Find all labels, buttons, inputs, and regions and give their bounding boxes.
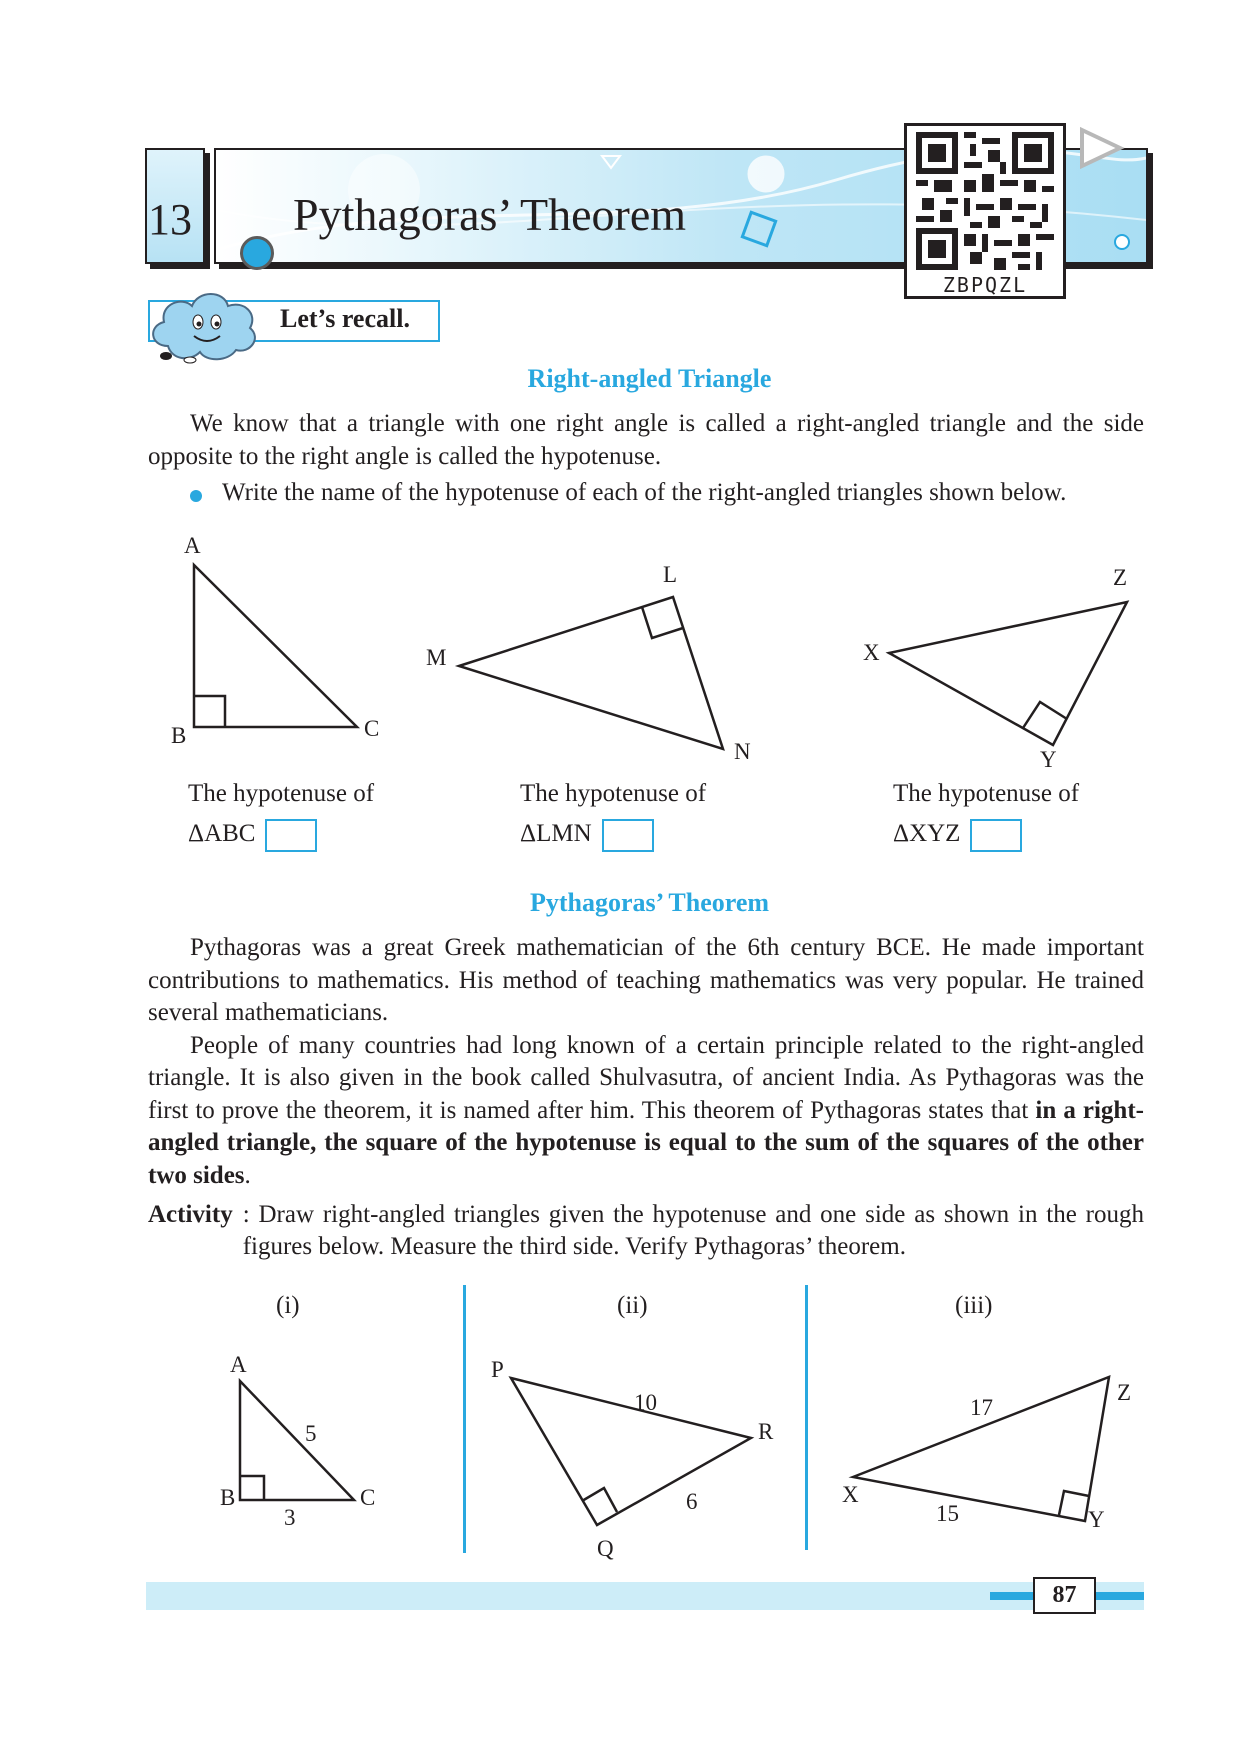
activity-side-label-3: 3 [284,1505,296,1530]
answer-box-xyz[interactable] [970,819,1022,852]
caption-abc-line2 [188,814,374,854]
activity-triangle-pqr [511,1378,751,1525]
triangle-xyz [889,602,1127,745]
caption-lmn-line1: The hypotenuse of [520,780,707,807]
vertex-label-a: A [184,533,201,558]
decorative-dot [240,236,274,270]
caption-abc [188,774,374,854]
theorem-statement-text [148,1030,1144,1193]
play-triangle-icon [1076,124,1126,179]
caption-abc-line1: The hypotenuse of [188,780,375,807]
activity-text: : Draw right-angled triangles given the hypotenuse and one side as shown in the rough figures below. Measure the third side. Verify Pythagoras’ theorem. [242,1201,1144,1260]
theorem-bold-statement: in a right-angled triangle, the square of the hypotenuse is equal to the sum of the squares of the other two sides [148,1096,1144,1189]
activity-side-label-15: 15 [936,1501,959,1526]
section-heading-right-angled-triangle: Right-angled Triangle [527,364,772,393]
triangle-abc [194,565,357,727]
activity-side-label-6: 6 [686,1489,698,1514]
vertex-label-z: Z [1113,565,1128,590]
theorem-paragraphs [148,932,1144,1192]
caption-xyz-line2 [893,814,1079,854]
activity-vertex-z: Z [1117,1380,1132,1405]
figure-label-ii: (ii) [617,1292,648,1319]
answer-box-abc[interactable] [265,819,317,852]
triangle-lmn [459,597,723,749]
activity-vertex-q: Q [597,1536,614,1561]
page-number: 87 [1033,1577,1096,1614]
caption-abc-triangle: ΔABC [188,820,256,847]
vertex-label-m: M [426,645,447,670]
recall-label: Let’s recall. [280,304,410,333]
chapter-number: 13 [148,195,192,244]
vertex-label-b: B [171,723,187,748]
activity-vertex-r: R [758,1419,774,1444]
bullet-instruction: Write the name of the hypotenuse of each of the right-angled triangles shown below. [222,479,1067,506]
activity-side-label-5: 5 [305,1421,317,1446]
activity-triangles-figure [0,1360,1241,1560]
vertex-label-l: L [663,562,678,587]
activity-vertex-c: C [360,1485,376,1510]
caption-lmn-line2 [520,814,706,854]
bullet-icon [190,490,202,502]
intro-text: We know that a triangle with one right angle is called a right-angled triangle and the side opposite to the right angle is called the hypotenuse. [148,410,1144,470]
vertex-label-x: X [863,640,880,665]
answer-box-lmn[interactable] [602,819,654,852]
chapter-title: Pythagoras’ Theorem [293,189,687,240]
cloud-mascot-icon [146,286,262,369]
qr-caption: ZBPQZL [942,273,1028,297]
caption-xyz-line1: The hypotenuse of [893,780,1080,807]
figure-label-iii: (iii) [955,1292,993,1319]
activity-side-label-10: 10 [634,1390,657,1415]
pythagoras-bio-text: Pythagoras was a great Greek mathematician of the 6th century BCE. He made important contributions to mathematics. His method of teaching mathematics was very popular. He trained several mathematicians. [148,934,1144,1026]
caption-xyz-triangle: ΔXYZ [893,820,961,847]
vertex-label-c: C [364,716,380,741]
activity-vertex-p: P [491,1357,504,1382]
qr-code-icon [916,131,1054,276]
activity-vertex-a: A [230,1352,247,1377]
figure-label-i: (i) [276,1292,300,1319]
activity-side-label-17: 17 [970,1395,993,1420]
activity-label: Activity [148,1201,233,1228]
intro-paragraph [148,408,1144,473]
activity-vertex-x: X [842,1482,859,1507]
vertex-label-n: N [734,739,751,764]
caption-xyz [893,774,1079,854]
activity-vertex-y: Y [1088,1507,1105,1532]
theorem-intro-text: People of many countries had long known of a certain principle related to the right-angled triangle. It is also given in the book called Shulvasutra, of ancient India. As Pythagoras was the first to prove the theorem, it is named after him. This theorem of Pythagoras states that [148,1031,1144,1124]
activity-triangle-abc [240,1381,354,1500]
caption-lmn [520,774,706,854]
vertex-label-y: Y [1040,747,1057,772]
activity-vertex-b: B [220,1485,236,1510]
activity-block [148,1199,1144,1263]
theorem-end-punct: . [244,1161,251,1189]
section-heading-pythagoras-theorem: Pythagoras’ Theorem [529,888,770,917]
caption-lmn-triangle: ΔLMN [520,820,592,847]
